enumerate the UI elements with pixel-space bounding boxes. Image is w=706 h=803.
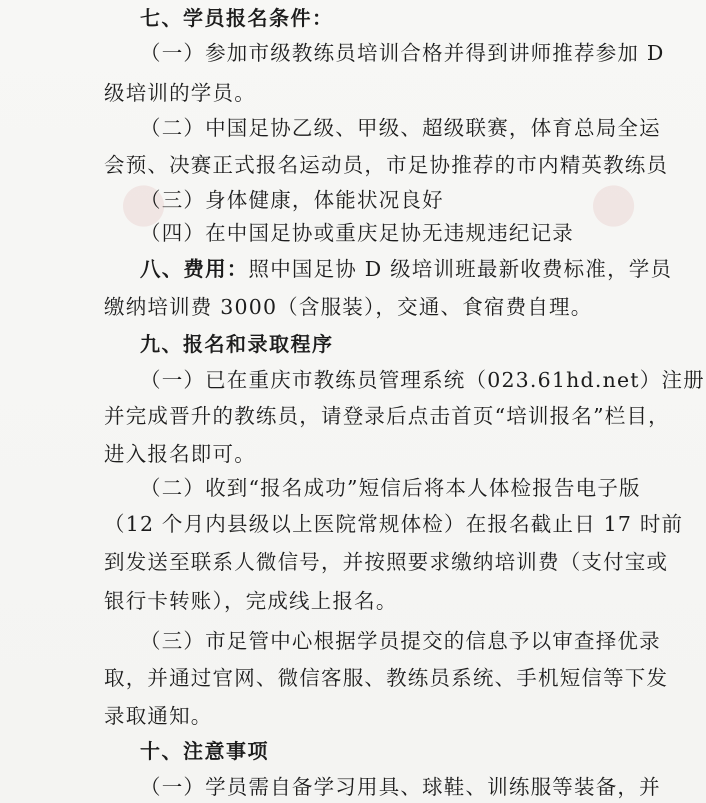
paragraph-line: （一）学员需自备学习用具、球鞋、训练服等装备，并	[140, 775, 661, 799]
paragraph-line: （一）参加市级教练员培训合格并得到讲师推荐参加 D	[140, 41, 665, 65]
paragraph-line: 录取通知。	[104, 704, 213, 728]
paragraph-line: 级培训的学员。	[104, 81, 256, 105]
paragraph-line: （四）在中国足协或重庆足协无违规违纪记录	[140, 221, 574, 245]
paragraph-line: 缴纳培训费 3000（含服装），交通、食宿费自理。	[104, 295, 593, 319]
paragraph-line: 并完成晋升的教练员，请登录后点击首页“培训报名”栏目，	[104, 404, 670, 428]
reverse-side-seal-shadow: ● ●	[120, 170, 638, 233]
paragraph-line: 银行卡转账），完成线上报名。	[104, 589, 398, 613]
paragraph-line: 进入报名即可。	[104, 442, 256, 466]
paragraph-line: （一）已在重庆市教练员管理系统（023.61hd.net）注册	[140, 368, 705, 392]
paragraph-line: （12 个月内县级以上医院常规体检）在报名截止日 17 时前	[104, 512, 684, 536]
paragraph-line: 会预、决赛正式报名运动员，市足协推荐的市内精英教练员	[104, 153, 669, 177]
paragraph-line: （三）身体健康，体能状况良好	[140, 188, 444, 212]
paragraph-text: 照中国足协 D 级培训班最新收费标准，学员	[248, 257, 673, 281]
paragraph-line: （三）市足管中心根据学员提交的信息予以审查择优录	[140, 629, 661, 653]
section-line-fees	[140, 255, 672, 283]
section-heading-fees: 八、费用：	[140, 257, 249, 281]
section-heading-notes: 十、注意事项	[140, 739, 269, 763]
paragraph-line: 到发送至联系人微信号，并按照要求缴纳培训费（支付宝或	[104, 550, 669, 574]
paragraph-line: 取，并通过官网、微信客服、教练员系统、手机短信等下发	[104, 666, 669, 690]
paragraph-line: （二）中国足协乙级、甲级、超级联赛，体育总局全运	[140, 116, 661, 140]
section-heading-registration: 九、报名和录取程序	[140, 332, 334, 356]
section-heading-eligibility: 七、学员报名条件：	[140, 6, 334, 30]
paragraph-line: （二）收到“报名成功”短信后将本人体检报告电子版	[140, 476, 641, 500]
